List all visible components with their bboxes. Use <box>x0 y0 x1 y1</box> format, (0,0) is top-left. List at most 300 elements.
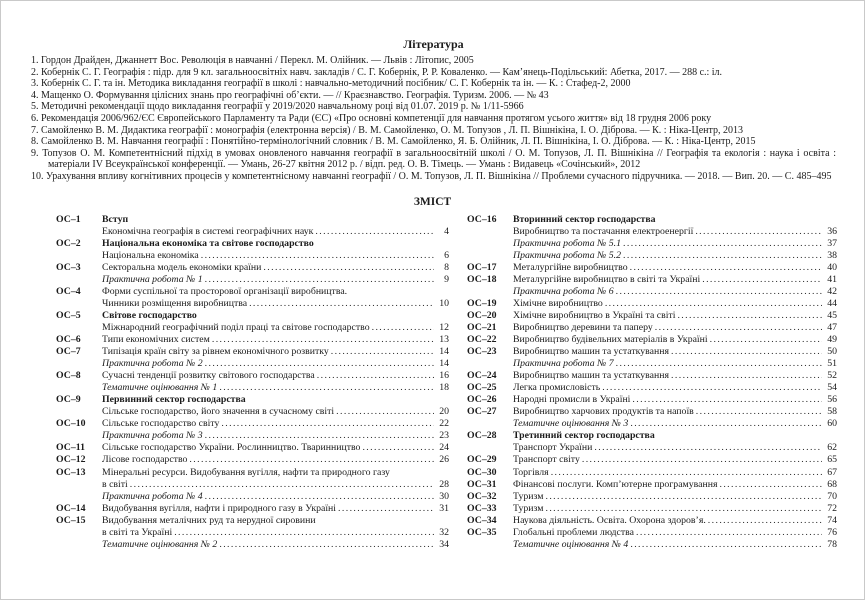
toc-leader-dots <box>201 250 434 262</box>
toc-entry-title: Легка промисловість <box>513 382 601 394</box>
toc-entry-code: ОС–4 <box>56 285 81 297</box>
toc-entry-title: Туризм <box>513 490 544 502</box>
toc-entry-title: в світі <box>102 478 128 490</box>
toc-entry-code <box>56 226 102 238</box>
toc-entry <box>56 214 449 226</box>
literature-item-text: Самойленко В. М. Навчання географії : Понятійно-термінологічний словник / В. М. Самойленко, Я. Б. Олійник, Л. П. Вішнікіна, І. О. Діброва. — К. : Ніка-Центр, 2015 <box>41 136 756 148</box>
toc-entry-title: Вступ <box>102 213 129 225</box>
toc-entry-title: Національна економіка <box>102 249 199 261</box>
toc-entry <box>467 382 837 394</box>
toc-entry-code: ОС–34 <box>467 514 497 526</box>
toc-entry-code: ОС–30 <box>467 466 497 478</box>
toc-leader-dots <box>263 262 434 274</box>
toc-entry-title: Чинники розміщення виробництва <box>102 297 248 309</box>
toc-entry-line <box>102 358 449 370</box>
toc-leader-dots <box>710 334 822 346</box>
toc-entry <box>467 238 837 250</box>
toc-entry <box>56 527 449 539</box>
literature-item-text: Топузов О. М. Компетентнісний підхід в умовах оновленого навчання географії в загальноосвітній школі / О. М. Топузов, Л. П. Вішнікіна // Географія та екологія : наука і освіта : матеріали IV Всеукраїнської конференції. — Умань, 26-27 квітня 2012 р. / відп. ред. О. В. Тімець. — Умань : Видавець «Сочінський», 2012 <box>42 147 836 171</box>
toc-entry <box>467 430 837 442</box>
literature-item-text: Гордон Драйден, Джаннетт Вос. Революція в навчанні / Перекл. М. Олійник. — Львів : Літопис, 2005 <box>41 55 474 66</box>
toc-entry <box>467 286 837 298</box>
toc-entry-code: ОС–32 <box>467 490 497 502</box>
toc-entry-title: Міжнародний географічний поділ праці та світове господарство <box>102 321 370 333</box>
literature-item-number: 5. <box>31 101 41 113</box>
toc-entry <box>56 454 449 466</box>
literature-list <box>31 55 836 183</box>
literature-item-text: Методичні рекомендації щодо викладання географії у 2019/2020 навчальному році від 01.07. 2019 р. № 1/11-5966 <box>41 101 524 113</box>
toc-entry-code: ОС–26 <box>467 394 497 406</box>
toc-entry-title: Сільське господарство світу <box>102 418 220 430</box>
toc-entry-code <box>56 491 102 503</box>
toc-column-gap <box>449 214 467 551</box>
toc-entry-title: Транспорт світу <box>513 454 580 466</box>
toc-entry-page: 14 <box>439 346 449 358</box>
toc-entry <box>56 334 449 346</box>
toc-entry <box>467 370 837 382</box>
toc-entry-code: ОС–11 <box>56 442 85 454</box>
toc-entry <box>56 430 449 442</box>
toc-leader-dots <box>219 539 434 551</box>
literature-item <box>31 113 836 125</box>
toc-leader-dots <box>623 250 822 262</box>
toc-entry <box>467 418 837 430</box>
toc-entry-line <box>102 226 449 238</box>
toc-entry-code <box>56 298 102 310</box>
toc-leader-dots <box>696 406 822 418</box>
toc-entry-line <box>513 539 837 551</box>
toc-entry-code <box>467 226 513 238</box>
toc-entry-code <box>467 286 513 298</box>
toc-entry-page: 60 <box>827 418 837 430</box>
literature-item-text: Урахування впливу когнітивних процесів у компетентнісному навчанні географії / О. М. Топузов, Л. П. Вішнікіна // Проблеми сучасного підручника. — 2018. — Вип. 20. — С. 485–495 <box>46 170 832 182</box>
toc-entry-line <box>513 394 837 406</box>
toc-entry-page: 13 <box>439 334 449 345</box>
toc-leader-dots <box>655 322 822 334</box>
toc-entry-page: 14 <box>439 358 449 370</box>
toc-leader-dots <box>636 527 822 539</box>
toc-entry-line <box>513 442 837 454</box>
toc-entry <box>56 370 449 382</box>
toc-entry-page: 65 <box>827 454 837 466</box>
toc-entry <box>56 310 449 322</box>
toc-entry <box>56 250 449 262</box>
toc-entry-line <box>102 454 449 466</box>
toc-entry-title: Видобування металічних руд та нерудної сировини <box>102 514 316 526</box>
toc-entry-line <box>513 479 837 491</box>
toc-entry <box>56 322 449 334</box>
toc-entry-line <box>513 238 837 250</box>
toc-entry-line <box>102 274 449 286</box>
toc-leader-dots <box>702 274 822 286</box>
toc-entry-title: Сільське господарство, його значення в сучасному світі <box>102 406 335 418</box>
toc-entry-line <box>513 454 837 466</box>
toc-entry <box>467 274 837 286</box>
toc-leader-dots <box>623 238 822 250</box>
toc-entry <box>467 527 837 539</box>
toc-entry-code <box>467 250 513 262</box>
toc-entry-code: ОС–2 <box>56 237 81 249</box>
toc-leader-dots <box>130 479 434 491</box>
toc-entry <box>56 358 449 370</box>
toc-entry <box>56 346 449 358</box>
toc-entry <box>56 442 449 454</box>
toc-entry-code: ОС–27 <box>467 406 497 418</box>
toc-entry-title: Металургійне виробництво в світі та Україні <box>513 273 701 285</box>
toc-entry-page: 52 <box>827 370 837 382</box>
toc-entry-line <box>102 527 449 539</box>
toc-entry-line <box>102 539 449 551</box>
toc-entry-page: 31 <box>439 502 449 514</box>
toc-entry-page: 42 <box>827 285 837 297</box>
toc-entry-line <box>102 479 449 491</box>
toc-entry-line <box>102 286 449 298</box>
literature-item-text: Самойленко В. М. Дидактика географії : монографія (електронна версія) / В. М. Самойленко, О. М. Топузов , Л. П. Вішнікіна, І. О. Діброва. — К. : Ніка-Центр, 2013 <box>41 124 744 136</box>
literature-item-number: 3. <box>31 78 41 90</box>
toc-entry-code: ОС–14 <box>56 502 86 514</box>
toc-entry-line <box>513 418 837 430</box>
toc-leader-dots <box>205 430 434 442</box>
toc-leader-dots <box>594 442 822 454</box>
toc-leader-dots <box>372 322 434 334</box>
toc-entry-title: Наукова діяльність. Освіта. Охорона здоров’я. <box>513 514 706 526</box>
toc-entry-page: 56 <box>827 394 837 406</box>
toc-entry-title: Лісове господарство <box>102 454 188 466</box>
toc-entry-code: ОС–10 <box>56 418 86 430</box>
toc-entry-code: ОС–15 <box>56 514 86 526</box>
toc-entry-title: Практична робота № 1 <box>102 273 203 285</box>
toc-entry-title: Форми суспільної та просторової організації виробництва. <box>102 285 348 297</box>
toc-entry-title: Тематичне оцінювання № 4 <box>513 538 629 550</box>
toc-entry-page: 70 <box>827 490 837 502</box>
toc-entry <box>56 539 449 551</box>
toc-entry-code <box>56 406 102 418</box>
toc-entry <box>467 298 837 310</box>
toc-column-right <box>467 214 837 551</box>
toc-leader-dots <box>336 406 434 418</box>
toc-leader-dots <box>331 346 434 358</box>
toc-entry-title: Практична робота № 7 <box>513 358 614 370</box>
toc-entry-page: 58 <box>827 406 837 418</box>
toc-entry-page: 10 <box>439 297 449 309</box>
toc-entry <box>56 515 449 527</box>
toc-entry-page: 32 <box>439 526 449 538</box>
toc-entry-page: 30 <box>439 490 449 502</box>
toc-entry-line <box>102 442 449 454</box>
literature-item-number: 2. <box>31 66 41 78</box>
toc-entry-line <box>513 491 837 503</box>
toc-entry-title: Тематичне оцінювання № 2 <box>102 538 218 550</box>
toc-entry-line <box>513 250 837 262</box>
toc-entry-code: ОС–22 <box>467 334 497 345</box>
toc-entry-code <box>56 539 102 551</box>
toc-entry <box>56 491 449 503</box>
toc-entry-line <box>102 262 449 274</box>
toc-entry-title: Типізація країн світу за рівнем економічного розвитку <box>102 346 329 358</box>
toc-entry-line <box>513 262 837 274</box>
toc-entry-line <box>513 406 837 418</box>
toc-entry-title: Виробництво та постачання електроенергії <box>513 225 694 237</box>
toc-entry-title: Туризм <box>513 502 544 514</box>
toc-leader-dots <box>205 491 434 503</box>
toc-entry-page: 26 <box>439 454 449 466</box>
toc-entry-code: ОС–9 <box>56 394 81 406</box>
toc-entry <box>56 503 449 515</box>
literature-item <box>31 67 836 79</box>
toc-entry-code <box>56 527 102 539</box>
toc-leader-dots <box>671 370 822 382</box>
literature-item <box>31 171 836 183</box>
toc-entry <box>467 346 837 358</box>
toc-entry-code: ОС–21 <box>467 321 497 333</box>
toc-leader-dots <box>605 298 822 310</box>
toc-entry-code <box>467 442 513 454</box>
toc-entry-title: Народні промисли в Україні <box>513 394 631 406</box>
toc-entry-code: ОС–5 <box>56 309 81 321</box>
literature-item <box>31 90 836 102</box>
literature-item <box>31 78 836 90</box>
toc-entry-code: ОС–3 <box>56 261 81 273</box>
toc-entry-line <box>102 515 449 527</box>
toc-entry-line <box>513 298 837 310</box>
toc-leader-dots <box>671 346 822 358</box>
toc-entry-code: ОС–16 <box>467 213 497 225</box>
toc-leader-dots <box>338 503 434 515</box>
toc-entry-title: Видобування вугілля, нафти і природного газу в Україні <box>102 502 337 514</box>
toc-title: ЗМІСТ <box>413 195 452 208</box>
toc-entry-title: Практична робота № 2 <box>102 358 203 370</box>
toc-entry-title: Практична робота № 5.2 <box>513 249 622 261</box>
toc-entry-page: 74 <box>827 514 837 526</box>
toc-entry-title: Третинний сектор господарства <box>513 430 655 442</box>
toc-entry-page: 20 <box>439 406 449 418</box>
toc-entry-page: 8 <box>444 261 449 273</box>
toc-entry-title: Практична робота № 3 <box>102 430 203 442</box>
toc-entry-title: Сільське господарство України. Рослинництво. Тваринництво <box>102 442 361 454</box>
toc-entry-page: 67 <box>827 466 837 478</box>
toc-leader-dots <box>719 479 822 491</box>
toc-entry-code: ОС–19 <box>467 297 497 309</box>
toc-leader-dots <box>545 503 822 515</box>
toc-entry-line <box>102 430 449 442</box>
toc-leader-dots <box>602 382 822 394</box>
toc-entry-code: ОС–29 <box>467 454 497 466</box>
toc-entry-code: ОС–1 <box>56 213 81 225</box>
toc-entry-title: в світі та Україні <box>102 526 173 538</box>
toc-entry-page: 6 <box>444 249 449 261</box>
toc-entry-code: ОС–33 <box>467 502 497 514</box>
toc-entry-line <box>513 226 837 238</box>
toc-entry-code <box>467 238 513 250</box>
literature-item <box>31 125 836 137</box>
toc-entry <box>467 491 837 503</box>
toc-entry-title: Первинний сектор господарства <box>102 394 246 406</box>
toc-entry <box>56 262 449 274</box>
toc-entry-code <box>56 250 102 262</box>
toc-entry-code: ОС–35 <box>467 526 497 538</box>
toc-entry-title: Тематичне оцінювання № 1 <box>102 382 218 394</box>
toc-entry <box>56 418 449 430</box>
toc-entry <box>467 214 837 226</box>
toc-entry-title: Тематичне оцінювання № 3 <box>513 418 629 430</box>
literature-item <box>31 148 836 171</box>
toc-entry-title: Виробництво машин та устаткування <box>513 370 670 382</box>
toc-entry-code <box>56 430 102 442</box>
toc-entry-title: Практична робота № 6 <box>513 285 614 297</box>
toc-entry-line <box>102 298 449 310</box>
literature-item-text: Мащенко О. Формування цілісних знань про географічні об’єкти. — // Краєзнавство. Географія. Туризм. 2006. — № 43 <box>41 89 549 101</box>
toc-entry <box>467 250 837 262</box>
toc-entry-code <box>56 382 102 394</box>
toc-entry-code: ОС–8 <box>56 370 81 382</box>
toc-entry-code: ОС–18 <box>467 273 497 285</box>
toc-entry-code: ОС–31 <box>467 478 497 490</box>
toc-entry-code: ОС–28 <box>467 430 497 442</box>
toc-entry-line <box>513 515 837 527</box>
toc-entry-title: Економічна географія в системі географічних наук <box>102 225 314 237</box>
toc-entry-line <box>102 394 449 406</box>
toc-leader-dots <box>219 382 434 394</box>
toc-entry-line <box>102 322 449 334</box>
toc-entry-page: 34 <box>439 538 449 550</box>
literature-title: Література <box>403 37 464 51</box>
toc-entry-page: 36 <box>827 225 837 237</box>
toc-entry-title: Виробництво деревини та паперу <box>513 321 653 333</box>
toc-entry-page: 24 <box>439 442 449 454</box>
toc-leader-dots <box>315 226 434 238</box>
toc-entry <box>467 467 837 479</box>
toc-entry-page: 50 <box>827 346 837 358</box>
toc-entry-title: Практична робота № 5.1 <box>513 237 622 249</box>
toc-entry-line <box>513 334 837 346</box>
literature-item-text: Кобернік С. Г. Географія : підр. для 9 кл. загальноосвітніх навч. закладів / С. Г. Кобернік, Р. Р. Коваленко. — Кам’янець-Подільський: Абетка, 2017. — 288 с.: іл. <box>41 66 723 78</box>
toc-entry-page: 51 <box>827 358 837 370</box>
toc-entry-line <box>513 214 837 226</box>
toc-entry-line <box>102 467 449 479</box>
literature-item-number: 1. <box>31 55 41 66</box>
toc-entry <box>56 226 449 238</box>
toc-entry-page: 44 <box>827 297 837 309</box>
toc-entry-page: 54 <box>827 382 837 394</box>
toc-entry-page: 18 <box>439 382 449 394</box>
toc-entry-code: ОС–17 <box>467 261 497 273</box>
toc-entry-line <box>102 406 449 418</box>
toc-entry <box>467 539 837 551</box>
toc-entry-line <box>102 382 449 394</box>
toc-entry-page: 68 <box>827 478 837 490</box>
toc-entry-line <box>513 322 837 334</box>
toc-entry-title: Секторальна модель економіки країни <box>102 261 262 273</box>
toc-leader-dots <box>221 418 434 430</box>
toc-entry <box>467 406 837 418</box>
toc-entry-line <box>102 491 449 503</box>
toc-entry-code: ОС–23 <box>467 346 497 358</box>
toc-entry-page: 37 <box>827 237 837 249</box>
toc-leader-dots <box>205 274 434 286</box>
toc-entry-code <box>467 418 513 430</box>
literature-item <box>31 101 836 113</box>
toc-entry-line <box>102 346 449 358</box>
toc-entry-line <box>513 527 837 539</box>
toc-entry-line <box>513 310 837 322</box>
toc-entry-code: ОС–13 <box>56 466 86 478</box>
toc-entry-title: Світове господарство <box>102 309 197 321</box>
literature-item-text: Кобернік С. Г. та ін. Методика викладання географії в школі : навчально-методичний посібник/ С. Г. Кобернік та ін. — К. : Стафед-2, 2000 <box>41 78 631 90</box>
toc-entry-code: ОС–25 <box>467 382 497 394</box>
toc-entry-line <box>513 358 837 370</box>
toc-entry <box>467 310 837 322</box>
toc-entry-line <box>513 286 837 298</box>
toc-entry-page: 12 <box>439 321 449 333</box>
toc-entry-code <box>56 358 102 370</box>
toc-entry-code <box>467 358 513 370</box>
literature-item-number: 7. <box>31 124 41 136</box>
toc-entry-title: Виробництво будівельних матеріалів в Україні <box>513 334 708 345</box>
toc-entry-title: Хімічне виробництво <box>513 297 603 309</box>
toc-entry <box>467 515 837 527</box>
toc-leader-dots <box>630 418 822 430</box>
toc-entry-line <box>513 382 837 394</box>
toc-entry <box>56 298 449 310</box>
toc-entry-page: 9 <box>444 273 449 285</box>
toc-entry <box>467 454 837 466</box>
toc-entry-code: ОС–20 <box>467 309 497 321</box>
toc-entry <box>467 358 837 370</box>
literature-item-number: 8. <box>31 136 41 148</box>
toc-leader-dots <box>630 539 822 551</box>
toc-entry-title: Виробництво машин та устаткування <box>513 346 670 358</box>
toc-entry-line <box>513 430 837 442</box>
toc-entry-title: Сучасні тенденції розвитку світового господарства <box>102 370 315 382</box>
toc-leader-dots <box>582 454 822 466</box>
toc-entry-page: 78 <box>827 538 837 550</box>
toc-entry-title: Глобальні проблеми людства <box>513 526 634 538</box>
toc-leader-dots <box>632 394 822 406</box>
toc-entry-line <box>102 503 449 515</box>
toc-entry <box>56 382 449 394</box>
toc-leader-dots <box>545 491 822 503</box>
toc-entry-line <box>102 250 449 262</box>
toc-entry-line <box>513 370 837 382</box>
toc-entry-code: ОС–24 <box>467 370 497 382</box>
toc-entry-page: 4 <box>444 225 449 237</box>
toc-leader-dots <box>616 358 822 370</box>
toc-entry-code <box>56 479 102 491</box>
toc-entry <box>467 503 837 515</box>
toc-leader-dots <box>174 527 434 539</box>
toc-entry-page: 45 <box>827 309 837 321</box>
toc-entry <box>467 479 837 491</box>
toc-entry <box>56 274 449 286</box>
toc-leader-dots <box>630 262 822 274</box>
literature-item <box>31 136 836 148</box>
toc-entry-line <box>513 274 837 286</box>
toc-entry <box>467 322 837 334</box>
toc-entry-title: Типи економічних систем <box>102 334 210 345</box>
toc-entry-page: 38 <box>827 249 837 261</box>
toc-entry-page: 62 <box>827 442 837 454</box>
toc-section <box>1 214 864 551</box>
toc-entry-page: 72 <box>827 502 837 514</box>
toc-entry-title: Торгівля <box>513 466 549 478</box>
toc-entry <box>56 467 449 479</box>
toc-leader-dots <box>551 467 822 479</box>
literature-section <box>1 1 864 183</box>
toc-entry-code <box>56 322 102 334</box>
toc-entry <box>467 442 837 454</box>
toc-entry-line <box>102 370 449 382</box>
toc-entry-line <box>102 310 449 322</box>
